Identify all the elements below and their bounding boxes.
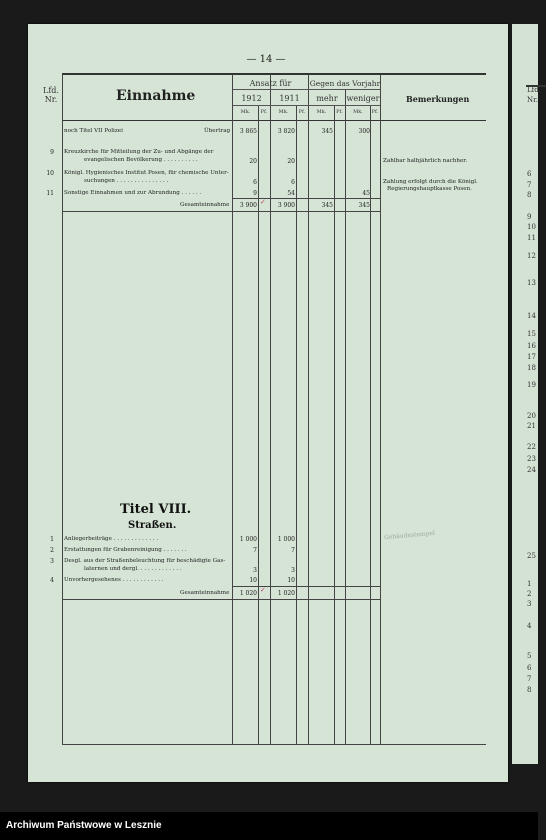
- adjacent-row-number: 21: [527, 422, 536, 430]
- header-weniger: weniger: [346, 94, 380, 103]
- value-1911: 3 820: [277, 128, 295, 135]
- col-line: [232, 74, 233, 744]
- total-1912: 1 020: [239, 590, 257, 597]
- col-line: [270, 74, 271, 744]
- value-1911: 3: [291, 567, 295, 574]
- adjacent-header: Lfd.: [527, 86, 541, 94]
- value-1911: 7: [291, 547, 295, 554]
- section-title: Titel VIII.: [120, 502, 192, 517]
- adjacent-row-number: 5: [527, 652, 532, 660]
- row-number: 2: [50, 547, 54, 554]
- total-rule: [62, 211, 380, 212]
- row-text: Kreuzkirche für Mitteilung der Zu- und Abgänge der: [64, 149, 214, 155]
- table-bottom-rule: [62, 744, 486, 745]
- header-ansatz-fuer: Ansatz für: [249, 79, 292, 88]
- adjacent-row-number: 25: [527, 552, 536, 560]
- value-mehr: 345: [321, 128, 333, 135]
- total-rule: [62, 599, 380, 600]
- row-number: 3: [50, 558, 54, 565]
- adjacent-row-number: 8: [527, 191, 532, 199]
- header-year-1911: 1911: [279, 94, 300, 103]
- total-rule: [233, 198, 380, 199]
- pencil-note: Gebäudestempel: [383, 529, 436, 542]
- header-mehr: mehr: [316, 94, 338, 103]
- header-einnahme: Einnahme: [116, 88, 196, 104]
- value-1912: 3: [253, 567, 257, 574]
- col-line: [62, 74, 63, 744]
- value-1911: 1 000: [277, 536, 295, 543]
- header-mk: Mk.: [278, 109, 289, 115]
- header-pf: Pf.: [336, 109, 343, 115]
- value-1911: 10: [287, 577, 295, 584]
- archive-label: Archiwum Państwowe w Lesznie: [6, 820, 162, 831]
- row-number: 9: [50, 149, 54, 156]
- col-line: [334, 105, 335, 744]
- row-number: 10: [46, 170, 54, 177]
- adjacent-row-number: 13: [527, 279, 536, 287]
- value-1912: 7: [253, 547, 257, 554]
- archive-footer: [0, 812, 538, 840]
- adjacent-row-number: 20: [527, 412, 536, 420]
- row-number: 1: [50, 536, 54, 543]
- total-mehr: 345: [321, 202, 333, 209]
- adjacent-row-number: 23: [527, 455, 536, 463]
- adjacent-row-number: 12: [527, 252, 536, 260]
- value-1912: 6: [253, 179, 257, 186]
- adjacent-row-number: 3: [527, 600, 532, 608]
- adjacent-row-number: 4: [527, 622, 532, 630]
- header-mk: Mk.: [353, 109, 363, 115]
- adjacent-row-number: 11: [527, 234, 536, 242]
- row-text-cont: laternen und dergl. . . . . . . . . . . . .: [84, 566, 182, 572]
- document-page: [28, 24, 508, 782]
- adjacent-row-number: 16: [527, 342, 536, 350]
- adjacent-header: Nr.: [527, 96, 538, 104]
- header-bemerkungen: Bemerkungen: [406, 94, 470, 104]
- row-uebertrag: Übertrag: [204, 128, 231, 134]
- value-1912: 3 865: [239, 128, 257, 135]
- adjacent-row-number: 2: [527, 590, 532, 598]
- check-mark: ✓: [260, 198, 266, 206]
- adjacent-row-number: 6: [527, 664, 532, 672]
- value-1912: 9: [253, 190, 257, 197]
- check-mark: ✓: [260, 586, 266, 594]
- value-weniger: 300: [358, 128, 370, 135]
- row-number: 4: [50, 577, 54, 584]
- adjacent-row-number: 8: [527, 686, 532, 694]
- remark: Zahlung erfolgt durch die Königl.: [383, 179, 478, 185]
- total-weniger: 345: [358, 202, 370, 209]
- col-line: [380, 74, 381, 744]
- adjacent-row-number: 17: [527, 353, 536, 361]
- header-pf: Pf.: [298, 109, 306, 115]
- row-text-cont: evangelischen Bevölkerung . . . . . . . . . .: [84, 157, 198, 163]
- row-text: Unvorhergesehenes . . . . . . . . . . . .: [64, 577, 164, 583]
- total-1912: 3 900: [239, 202, 257, 209]
- value-1911: 6: [291, 179, 295, 186]
- page-number: — 14 —: [246, 54, 286, 65]
- total-rule: [233, 586, 380, 587]
- total-label: Gesamteinnahme: [180, 202, 230, 208]
- adjacent-row-number: 14: [527, 312, 536, 320]
- adjacent-row-number: 10: [527, 223, 536, 231]
- row-text: noch Titel VII Polizei: [64, 128, 123, 134]
- adjacent-row-number: 1: [527, 580, 532, 588]
- adjacent-row-number: 9: [527, 213, 532, 221]
- value-1912: 10: [249, 577, 257, 584]
- adjacent-row-number: 7: [527, 675, 532, 683]
- subheader-rule: [233, 105, 380, 106]
- remark-cont: Regierungshauptkasse Posen.: [387, 186, 472, 192]
- adjacent-row-number: 15: [527, 330, 536, 338]
- value-1911: 54: [287, 190, 295, 197]
- col-line: [370, 105, 371, 744]
- total-1911: 1 020: [277, 590, 295, 597]
- adjacent-row-number: 6: [527, 170, 532, 178]
- row-text: Sonstige Einnahmen und zur Abrundung . . . . . .: [64, 190, 202, 196]
- header-lfd-nr: Lfd. Nr.: [43, 86, 59, 104]
- header-mk: Mk.: [240, 109, 251, 115]
- row-text: Anliegerbeiträge . . . . . . . . . . . . .: [64, 536, 159, 542]
- value-weniger: 45: [362, 190, 370, 197]
- header-bottom-rule: [62, 120, 486, 121]
- row-text-cont: suchungen . . . . . . . . . . . . . . .: [84, 178, 169, 184]
- value-1911: 20: [287, 158, 295, 165]
- row-text: Erstattungen für Grabenreinigung . . . . . . .: [64, 547, 187, 553]
- subheader-rule: [233, 89, 380, 90]
- value-1912: 20: [249, 158, 257, 165]
- header-gegen-vorjahr: Gegen das Vorjahr: [309, 79, 381, 88]
- header-pf: Pf.: [371, 109, 379, 115]
- remark: Zahlbar halbjährlich nachher.: [383, 158, 468, 164]
- adjacent-row-number: 24: [527, 466, 536, 474]
- header-year-1912: 1912: [241, 94, 262, 103]
- row-text: Königl. Hygienisches Institut Posen, für chemische Unter-: [64, 170, 229, 176]
- header-pf: Pf.: [260, 109, 268, 115]
- col-line: [308, 74, 309, 744]
- adjacent-page-edge: [512, 24, 541, 764]
- col-line: [258, 105, 259, 744]
- adjacent-row-number: 19: [527, 381, 536, 389]
- row-number: 11: [46, 190, 54, 197]
- header-top-rule: [62, 73, 486, 75]
- section-subtitle: Straßen.: [128, 520, 177, 531]
- total-1911: 3 900: [277, 202, 295, 209]
- total-label: Gesamteinnahme: [180, 590, 230, 596]
- col-line: [345, 89, 346, 744]
- col-line: [296, 105, 297, 744]
- adjacent-row-number: 22: [527, 443, 536, 451]
- header-mk: Mk.: [316, 109, 327, 115]
- adjacent-row-number: 7: [527, 181, 532, 189]
- value-1912: 1 000: [239, 536, 257, 543]
- row-text: Desgl. aus der Straßenbeleuchtung für beschädigte Gas-: [64, 558, 226, 564]
- adjacent-row-number: 18: [527, 364, 536, 372]
